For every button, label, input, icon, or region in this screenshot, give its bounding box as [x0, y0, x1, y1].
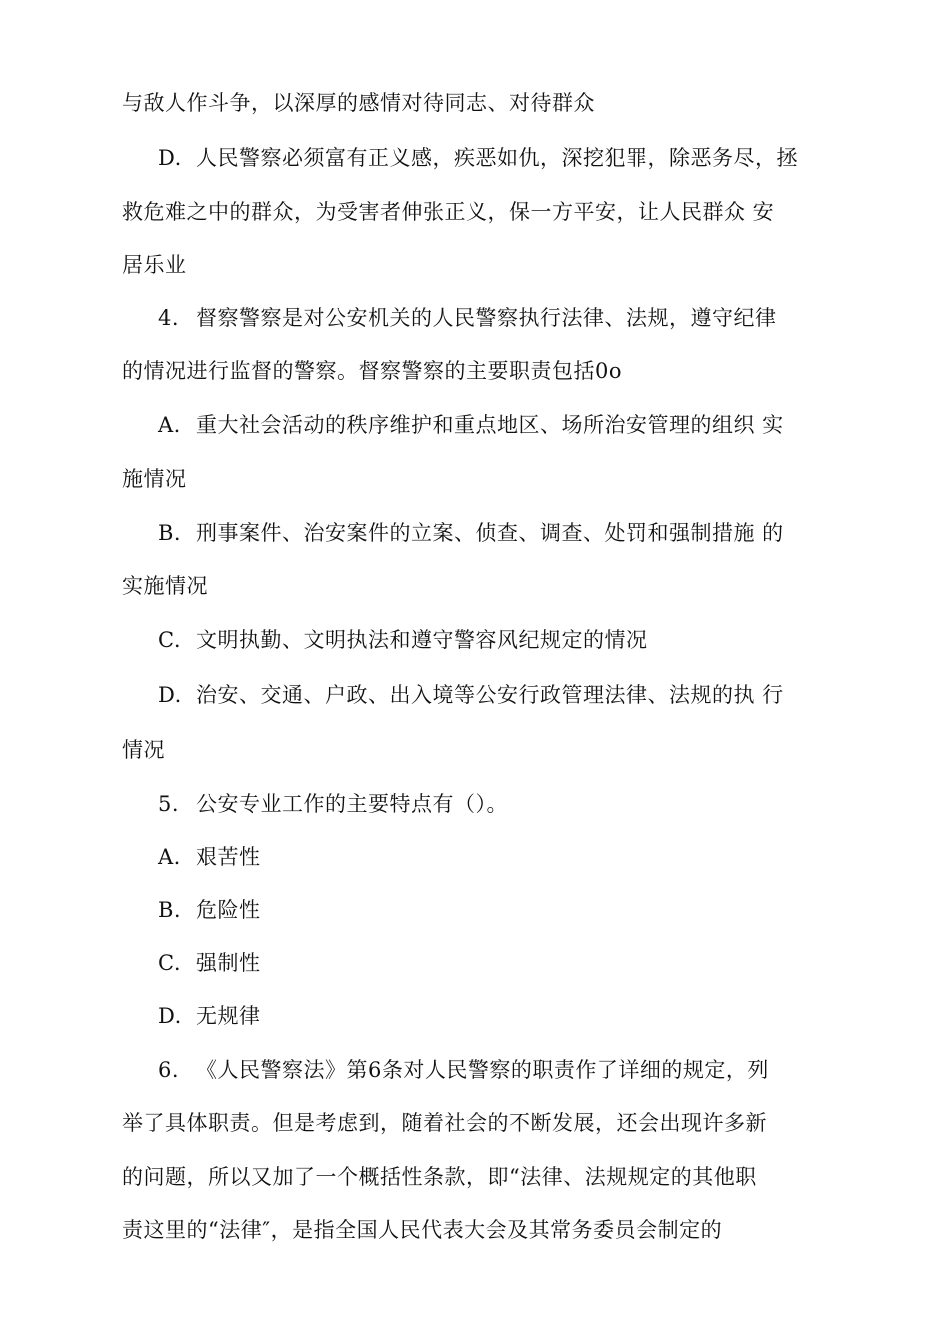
- option-label: D.: [158, 146, 182, 170]
- paragraph-line: 救危难之中的群众，为受害者伸张正义，保一方平安，让人民群众 安: [122, 200, 775, 224]
- option-label: A.: [158, 845, 181, 869]
- question-text: 《人民警察法》第6条对人民警察的职责作了详细的规定，列: [196, 1058, 769, 1082]
- option-text: 人民警察必须富有正义感，疾恶如仇，深挖犯罪，除恶务尽，拯: [196, 146, 798, 170]
- option-text: 刑事案件、治安案件的立案、侦查、调查、处罚和强制措施 的: [196, 521, 784, 545]
- paragraph-line: 施情况: [122, 467, 187, 491]
- option-line: [158, 895, 261, 925]
- paragraph-line: 责这里的“法律″，是指全国人民代表大会及其常务委员会制定的: [122, 1218, 723, 1242]
- option-text: 重大社会活动的秩序维护和重点地区、场所治安管理的组织 实: [196, 413, 784, 437]
- paragraph-line: 的情况进行监督的警察。督察警察的主要职责包括0o: [122, 359, 623, 383]
- question-line: [158, 1055, 769, 1085]
- question-number: 6.: [158, 1058, 180, 1082]
- option-line: [158, 1001, 261, 1031]
- option-label: D.: [158, 1004, 182, 1028]
- option-text: 危险性: [196, 898, 261, 922]
- question-line: [158, 789, 508, 819]
- option-label: C.: [158, 951, 181, 975]
- paragraph-line: 实施情况: [122, 574, 208, 598]
- option-line: [158, 680, 784, 710]
- option-text: 艰苦性: [196, 845, 261, 869]
- option-text: 文明执勤、文明执法和遵守警容风纪规定的情况: [196, 628, 648, 652]
- option-line: [158, 842, 261, 872]
- paragraph-line: 与敌人作斗争，以深厚的感情对待同志、对待群众: [122, 91, 595, 115]
- question-number: 5.: [158, 792, 180, 816]
- paragraph-line: 的问题，所以又加了一个概括性条款，即“法律、法规规定的其他职: [122, 1165, 757, 1189]
- option-label: D.: [158, 683, 182, 707]
- question-text: 公安专业工作的主要特点有（）。: [196, 792, 508, 816]
- option-label: A.: [158, 413, 181, 437]
- option-line: [158, 410, 784, 440]
- option-line: [158, 948, 261, 978]
- question-text: 督察警察是对公安机关的人民警察执行法律、法规，遵守纪律: [196, 306, 777, 330]
- option-label: B.: [158, 521, 182, 545]
- paragraph-line: 居乐业: [122, 253, 187, 277]
- question-line: [158, 303, 777, 333]
- option-line: [158, 625, 648, 655]
- option-label: C.: [158, 628, 181, 652]
- option-line: [158, 518, 784, 548]
- option-text: 强制性: [196, 951, 261, 975]
- paragraph-line: 举了具体职责。但是考虑到，随着社会的不断发展，还会出现许多新: [122, 1111, 767, 1135]
- option-text: 治安、交通、户政、出入境等公安行政管理法律、法规的执 行: [196, 683, 784, 707]
- option-line: [158, 143, 798, 173]
- question-number: 4.: [158, 306, 180, 330]
- option-label: B.: [158, 898, 182, 922]
- option-text: 无规律: [196, 1004, 261, 1028]
- paragraph-line: 情况: [122, 738, 165, 762]
